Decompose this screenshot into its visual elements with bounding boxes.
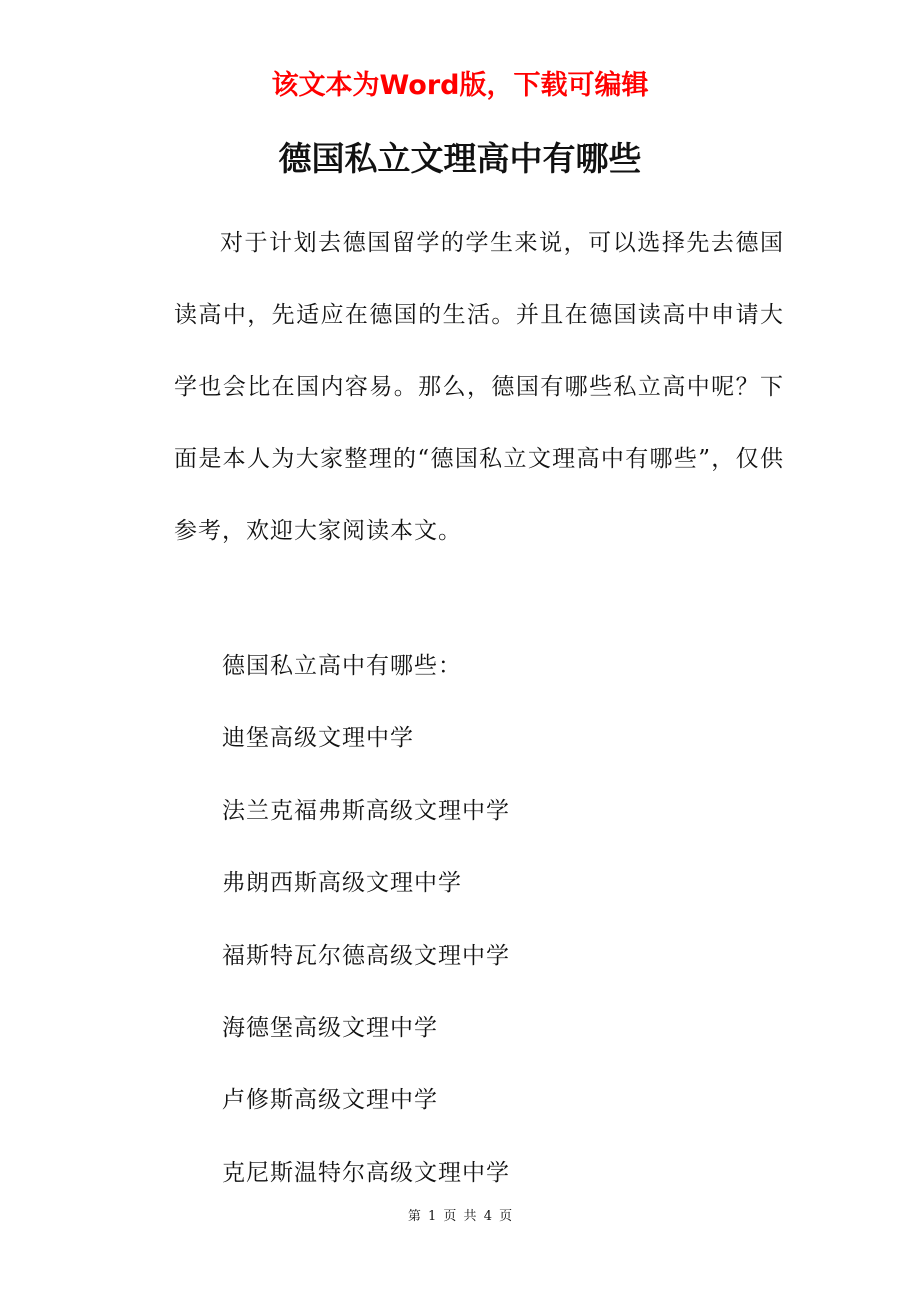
list-item: 法兰克福弗斯高级文理中学 — [222, 797, 510, 824]
list-item: 弗朗西斯高级文理中学 — [222, 870, 462, 897]
page-footer: 第 1 页 共 4 页 — [407, 1209, 513, 1224]
list-item: 克尼斯温特尔高级文理中学 — [222, 1159, 510, 1186]
list-heading: 德国私立高中有哪些： — [222, 653, 462, 679]
word-version-banner: 该文本为Word版，下载可编辑 — [271, 70, 649, 101]
list-item: 迪堡高级文理中学 — [222, 725, 414, 752]
intro-paragraph: 对于计划去德国留学的学生来说，可以选择先去德国读高中，先适应在德国的生活。并且在德国读高中申请大学也会比在国内容易。那么，德国有哪些私立高中呢？下面是本人为大家整理的“德国私立文理高中有哪些”，仅供参考，欢迎大家阅读本文。 — [174, 230, 784, 544]
list-item: 福斯特瓦尔德高级文理中学 — [222, 942, 510, 969]
list-item: 卢修斯高级文理中学 — [222, 1087, 438, 1114]
list-item: 海德堡高级文理中学 — [222, 1014, 438, 1041]
school-list — [222, 630, 782, 1209]
document-title: 德国私立文理高中有哪些 — [278, 139, 642, 178]
